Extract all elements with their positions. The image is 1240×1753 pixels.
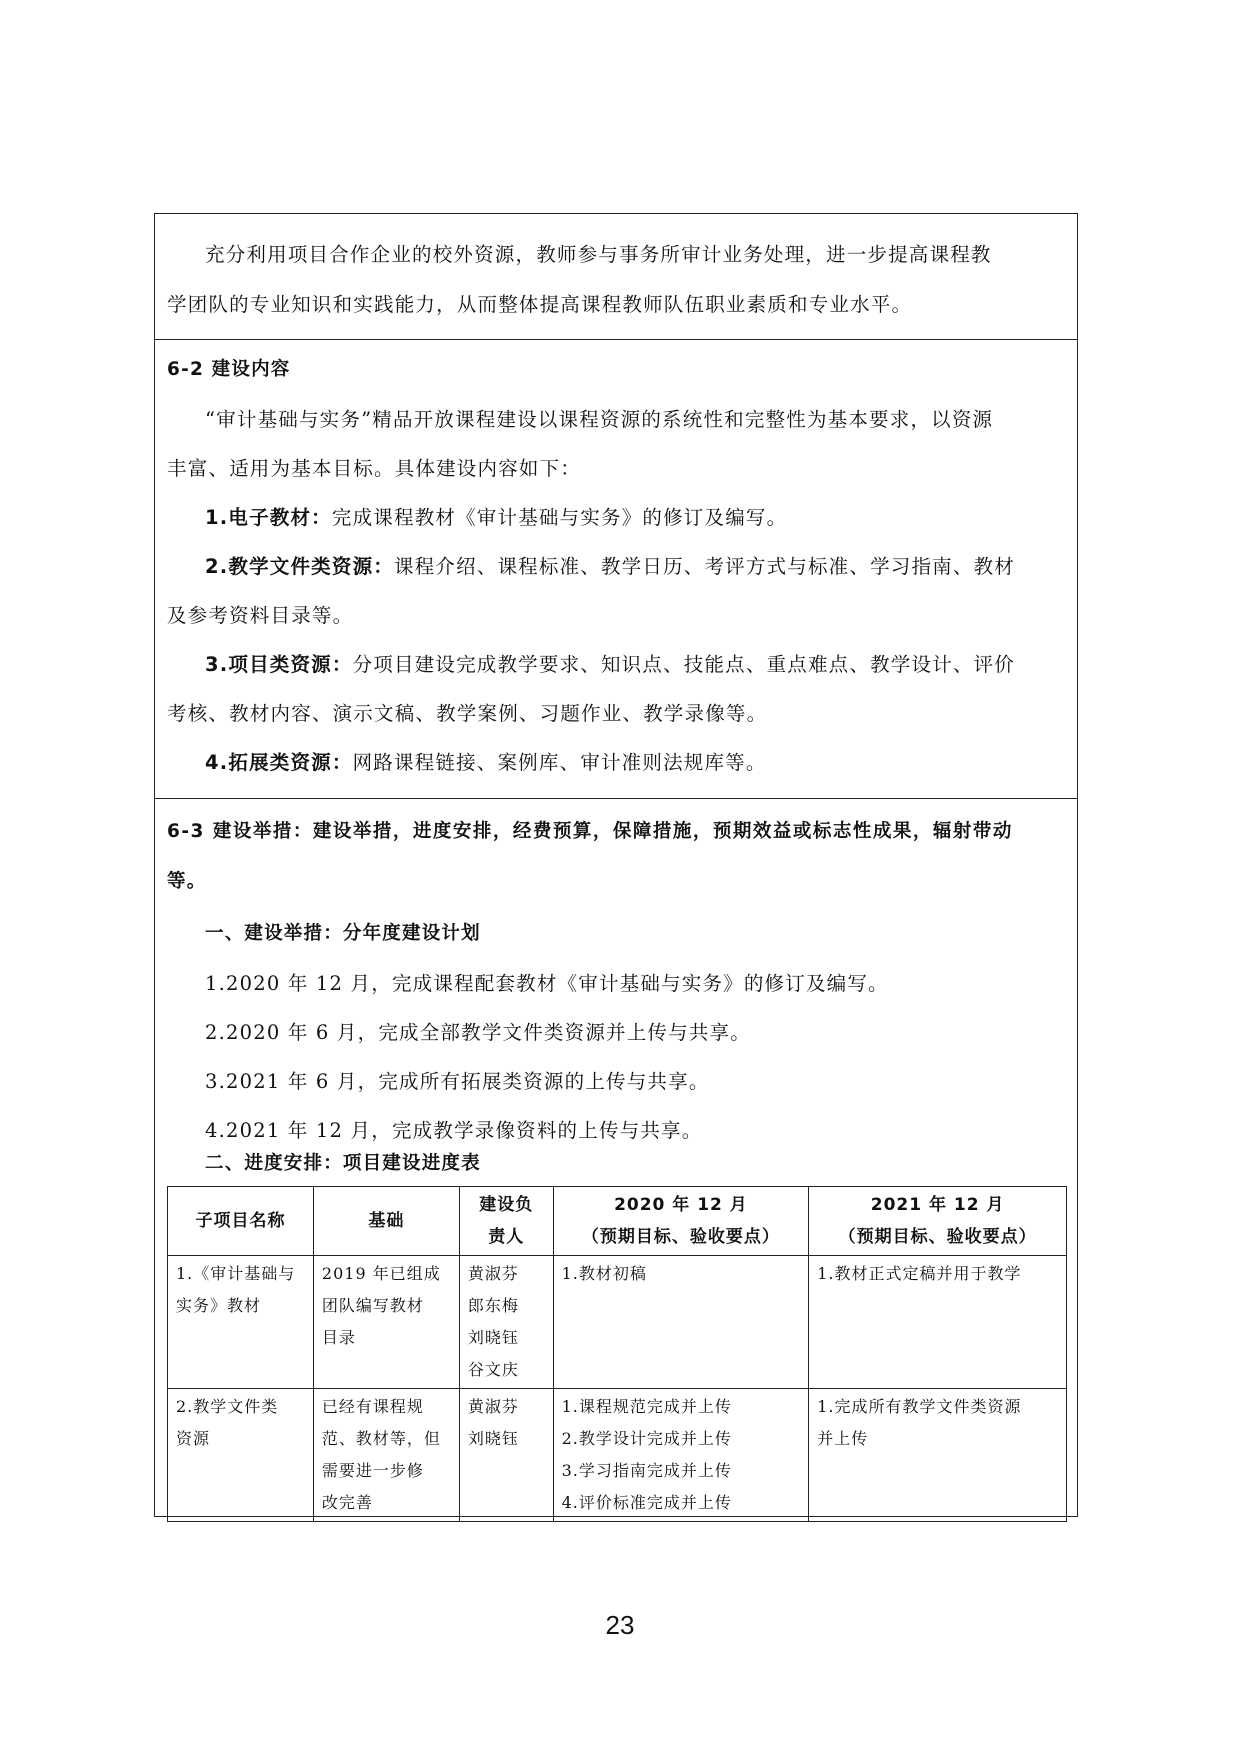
cell-subproject: 1.《审计基础与 实务》教材 [168,1256,314,1389]
subheading-plan: 一、建设举措：分年度建设计划 [205,923,481,944]
cell-subproject: 2.教学文件类 资源 [168,1389,314,1522]
cell-2021: 1.完成所有教学文件类资源 并上传 [809,1389,1067,1522]
header-subproject: 子项目名称 [168,1187,314,1256]
header-owner: 建设负 责人 [459,1187,553,1256]
item-3-label: 3.项目类资源： [205,653,353,676]
cell-owner: 黄淑芬 刘晓钰 [459,1389,553,1522]
section-6-2-heading: 6-2 建设内容 [167,359,291,380]
cell-2020: 1.课程规范完成并上传 2.教学设计完成并上传 3.学习指南完成并上传 4.评价标准完成并上传 [553,1389,809,1522]
section-6-3-heading-1: 6-3 建设举措：建设举措，进度安排，经费预算，保障措施，预期效益或标志性成果，辐射带动 [167,821,1013,842]
item-2 [205,542,1015,591]
section-6-3 [154,799,1078,1517]
item-2-label: 2.教学文件类资源： [205,555,394,578]
item-1 [205,493,787,542]
item-3 [205,640,1015,689]
plan-item-2: 2.2020 年 6 月，完成全部教学文件类资源并上传与共享。 [205,1021,751,1044]
table-row [168,1256,1067,1389]
intro-line-2: 学团队的专业知识和实践能力，从而整体提高课程教师队伍职业素质和专业水平。 [167,293,913,316]
plan-item-1: 1.2020 年 12 月，完成课程配套教材《审计基础与实务》的修订及编写。 [205,972,889,995]
page-number: 23 [605,1610,635,1640]
cell-2021: 1.教材正式定稿并用于教学 [809,1256,1067,1389]
section-6-3-heading-2: 等。 [167,871,207,892]
item-2-text: 课程介绍、课程标准、教学日历、考评方式与标准、学习指南、教材 [393,555,1015,578]
intro-line-1: 充分利用项目合作企业的校外资源，教师参与事务所审计业务处理，进一步提高课程教 [205,243,992,266]
section-6-2-intro-2: 丰富、适用为基本目标。具体建设内容如下： [167,457,582,480]
item-1-label: 1.电子教材： [205,506,332,529]
section-6-2 [154,339,1078,799]
plan-item-4: 4.2021 年 12 月，完成教学录像资料的上传与共享。 [205,1119,703,1142]
schedule-table [167,1186,1067,1522]
item-4-label: 4.拓展类资源： [205,751,353,774]
table-row [168,1389,1067,1522]
table-header-row [168,1187,1067,1256]
header-basis: 基础 [313,1187,459,1256]
plan-item-3: 3.2021 年 6 月，完成所有拓展类资源的上传与共享。 [205,1070,710,1093]
subheading-schedule: 二、进度安排：项目建设进度表 [205,1153,481,1174]
item-3-text: 分项目建设完成教学要求、知识点、技能点、重点难点、教学设计、评价 [352,653,1015,676]
item-4 [205,738,767,787]
section-6-2-intro-1: “审计基础与实务”精品开放课程建设以课程资源的系统性和完整性为基本要求，以资源 [205,408,994,431]
header-2020: 2020 年 12 月 （预期目标、验收要点） [553,1187,809,1256]
item-3-cont: 考核、教材内容、演示文稿、教学案例、习题作业、教学录像等。 [167,702,768,725]
item-4-text: 网路课程链接、案例库、审计准则法规库等。 [352,751,767,774]
header-2021: 2021 年 12 月 （预期目标、验收要点） [809,1187,1067,1256]
cell-owner: 黄淑芬 郎东梅 刘晓钰 谷文庆 [459,1256,553,1389]
cell-basis: 已经有课程规 范、教材等，但 需要进一步修 改完善 [313,1389,459,1522]
item-2-cont: 及参考资料目录等。 [167,604,354,627]
cell-basis: 2019 年已组成 团队编写教材 目录 [313,1256,459,1389]
intro-section [154,213,1078,340]
item-1-text: 完成课程教材《审计基础与实务》的修订及编写。 [331,506,788,529]
cell-2020: 1.教材初稿 [553,1256,809,1389]
